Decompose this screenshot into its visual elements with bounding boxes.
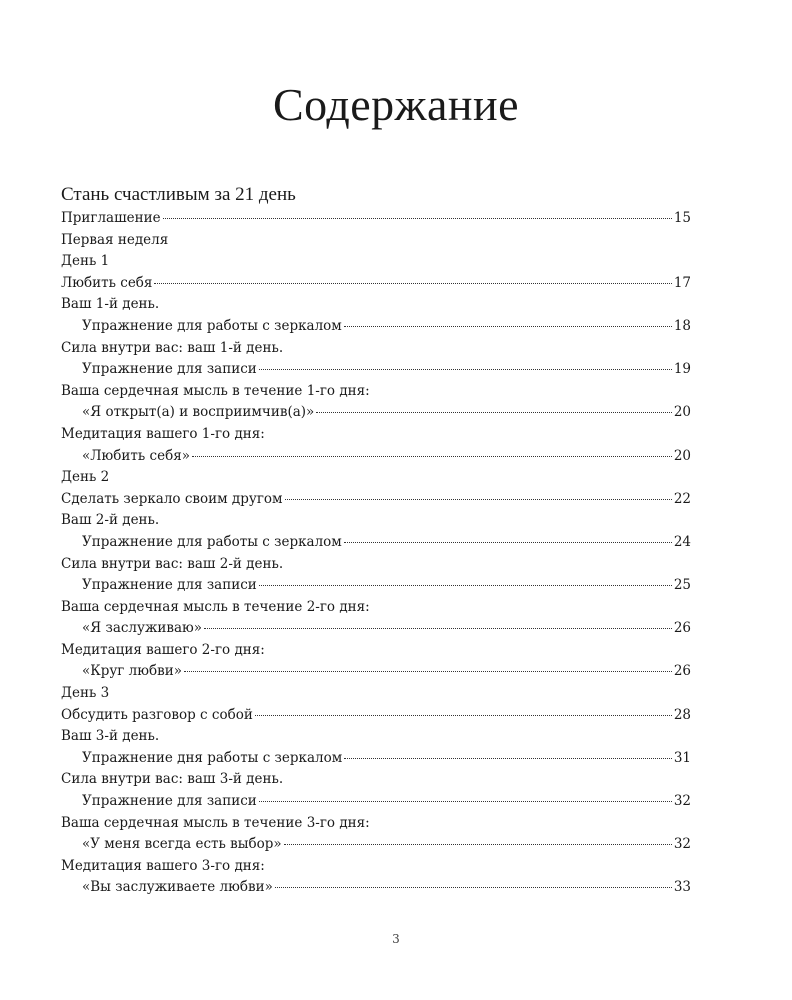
toc-entry-label: «Вы заслуживаете любви»	[82, 879, 273, 896]
toc-entry-label: Медитация вашего 1-го дня:	[61, 425, 265, 442]
page-number: 3	[392, 932, 400, 946]
toc-entry-label: Медитация вашего 2-го дня:	[61, 641, 265, 658]
dot-leader	[284, 844, 672, 845]
toc-entry	[61, 575, 691, 597]
toc-entry-label: Ваш 3-й день.	[61, 728, 160, 745]
toc-entry	[61, 597, 691, 619]
toc-entry-label: Упражнение для работы с зеркалом	[82, 533, 342, 550]
toc-entry	[61, 381, 691, 403]
toc-entry-page: 18	[673, 317, 691, 334]
toc-entry-label: Упражнение для записи	[82, 793, 257, 810]
toc-entry-label: Упражнение дня работы с зеркалом	[82, 749, 343, 766]
toc-entry	[61, 424, 691, 446]
toc-entry	[61, 467, 691, 489]
toc-entry	[61, 489, 691, 511]
toc-entry	[61, 769, 691, 791]
toc-entry-label: Ваша сердечная мысль в течение 1-го дня:	[61, 382, 370, 399]
toc-entry-label: Ваш 1-й день.	[61, 296, 160, 313]
toc-entry-page: 15	[673, 210, 691, 226]
dot-leader	[204, 628, 672, 629]
toc-entry	[61, 359, 691, 381]
toc-entry-label: «Я открыт(а) и восприимчив(а)»	[82, 404, 315, 421]
toc-entry-label: Сила внутри вас: ваш 2-й день.	[61, 555, 284, 572]
toc-entry-page: 25	[673, 577, 691, 594]
dot-leader	[259, 369, 672, 370]
toc-entry	[61, 726, 691, 748]
toc-entry	[61, 251, 691, 273]
dot-leader	[344, 542, 672, 543]
toc-entry-page: 19	[673, 361, 691, 378]
toc-entry-label: Обсудить разговор с собой	[61, 706, 253, 723]
toc-entry-label: «Любить себя»	[82, 447, 190, 464]
toc-entry	[61, 877, 691, 899]
toc-entry-page: 20	[673, 404, 691, 421]
toc-entry	[61, 273, 691, 295]
toc-entry-label: «Я заслуживаю»	[82, 620, 203, 637]
toc-entry	[61, 510, 691, 532]
dot-leader	[344, 326, 672, 327]
toc-entry-label: Ваша сердечная мысль в течение 2-го дня:	[61, 598, 370, 615]
toc-entry-label: Любить себя	[61, 274, 153, 291]
dot-leader	[192, 456, 672, 457]
toc-entry-page: 22	[673, 490, 691, 507]
toc-entry	[61, 230, 691, 252]
dot-leader	[259, 801, 672, 802]
toc-entry	[61, 834, 691, 856]
toc-entry-label: Упражнение для записи	[82, 361, 257, 378]
toc-entry	[61, 402, 691, 424]
table-of-contents	[61, 208, 691, 899]
dot-leader	[344, 758, 672, 759]
toc-entry	[61, 640, 691, 662]
toc-entry	[61, 316, 691, 338]
dot-leader	[255, 715, 672, 716]
toc-entry	[61, 532, 691, 554]
toc-entry-label: Ваша сердечная мысль в течение 3-го дня:	[61, 814, 370, 831]
toc-entry-page: 26	[673, 620, 691, 637]
toc-entry-label: Приглашение	[61, 210, 161, 226]
toc-entry	[61, 294, 691, 316]
toc-entry	[61, 705, 691, 727]
toc-entry	[61, 813, 691, 835]
toc-entry	[61, 618, 691, 640]
toc-entry-page: 31	[673, 749, 691, 766]
toc-entry	[61, 554, 691, 576]
toc-entry-page: 33	[673, 879, 691, 896]
dot-leader	[259, 585, 672, 586]
toc-entry-label: Медитация вашего 3-го дня:	[61, 857, 265, 874]
toc-entry	[61, 791, 691, 813]
toc-entry-label: День 2	[61, 469, 110, 486]
toc-entry-label: «Круг любви»	[82, 663, 182, 680]
toc-entry	[61, 683, 691, 705]
toc-entry	[61, 208, 691, 230]
toc-entry-label: Сила внутри вас: ваш 3-й день.	[61, 771, 284, 788]
toc-entry-page: 32	[673, 836, 691, 853]
toc-entry-label: Первая неделя	[61, 231, 169, 248]
toc-entry	[61, 856, 691, 878]
toc-entry-page: 20	[673, 447, 691, 464]
toc-entry-page: 32	[673, 793, 691, 810]
toc-entry	[61, 446, 691, 468]
toc-entry-page: 26	[673, 663, 691, 680]
toc-entry-label: Упражнение для работы с зеркалом	[82, 317, 342, 334]
toc-entry-label: День 3	[61, 685, 110, 702]
dot-leader	[163, 218, 672, 219]
toc-entry-page: 28	[673, 706, 691, 723]
toc-entry	[61, 338, 691, 360]
toc-entry-label: Сила внутри вас: ваш 1-й день.	[61, 339, 284, 356]
toc-entry-page: 17	[673, 274, 691, 291]
toc-entry-label: «У меня всегда есть выбор»	[82, 836, 282, 853]
toc-entry-label: Сделать зеркало своим другом	[61, 490, 283, 507]
toc-entry-label: Ваш 2-й день.	[61, 512, 160, 529]
section-heading: Стань счастливым за 21 день	[61, 184, 296, 205]
page-title: Содержание	[272, 79, 520, 130]
dot-leader	[154, 283, 671, 284]
toc-entry	[61, 748, 691, 770]
toc-entry-label: Упражнение для записи	[82, 577, 257, 594]
dot-leader	[285, 499, 672, 500]
dot-leader	[316, 412, 672, 413]
dot-leader	[184, 671, 672, 672]
toc-entry-page: 24	[673, 533, 691, 550]
dot-leader	[275, 887, 672, 888]
toc-entry-label: День 1	[61, 253, 110, 270]
toc-entry	[61, 661, 691, 683]
